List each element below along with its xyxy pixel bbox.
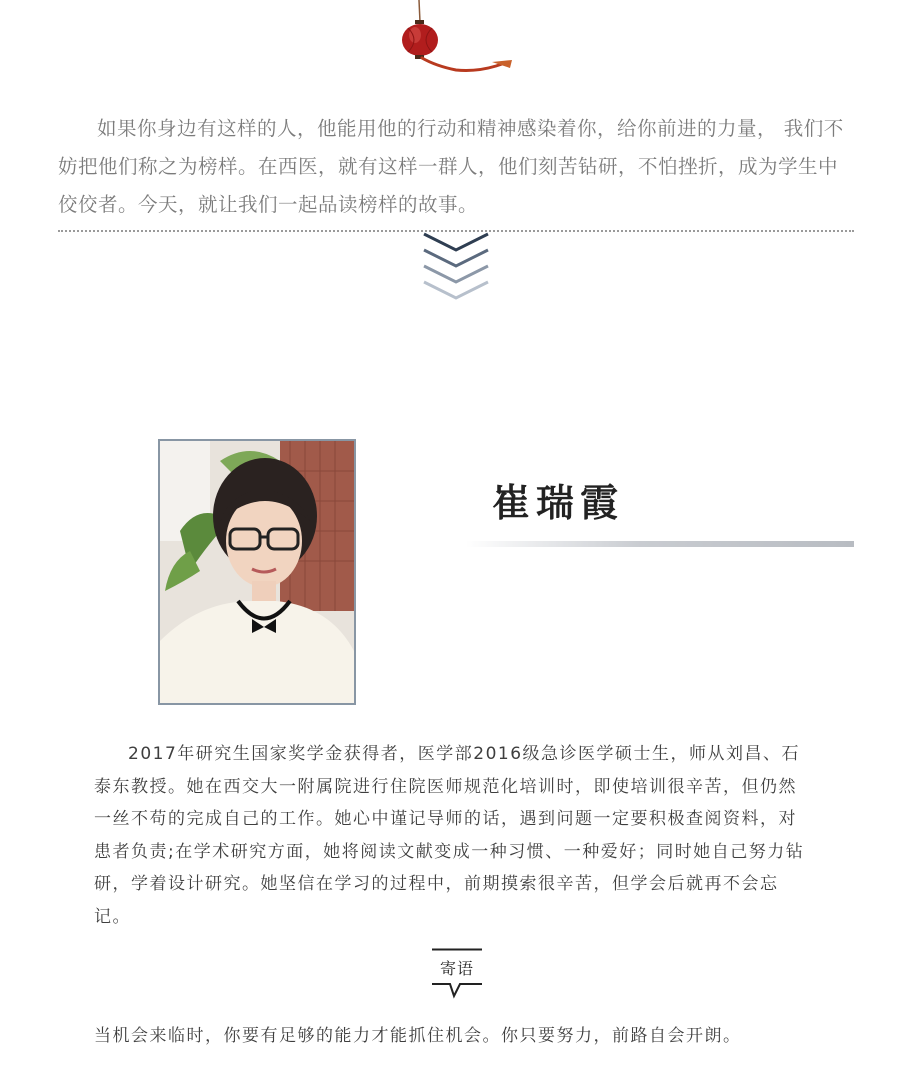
red-lantern-icon: [396, 0, 526, 85]
message-text: 当机会来临时，你要有足够的能力才能抓住机会。你只要努力，前路自会开朗。: [94, 1026, 742, 1046]
message-heading: [430, 948, 484, 1002]
chevron-down-icon: [422, 228, 490, 300]
name-underline-bar: [466, 541, 854, 547]
person-name: 崔瑞霞: [492, 480, 625, 525]
profile-photo: [158, 439, 356, 705]
intro-paragraph: 如果你身边有这样的人，他能用他的行动和精神感染着你，给你前进的力量， 我们不妨把他们称之为榜样。在西医，就有这样一群人，他们刻苦钻研，不怕挫折，成为学生中佼佼者。今天，就让我们一起品读榜样的故事。: [58, 117, 844, 216]
message-label: 寄语: [439, 959, 474, 978]
bio-paragraph: 2017年研究生国家奖学金获得者，医学部2016级急诊医学硕士生，师从刘昌、石泰东教授。她在西交大一附属院进行住院医师规范化培训时，即使培训很辛苦，但仍然一丝不苟的完成自己的工作。她心中谨记导师的话，遇到问题一定要积极查阅资料，对患者负责;在学术研究方面，她将阅读文献变成一种习惯、一种爱好；同时她自己努力钻研，学着设计研究。她坚信在学习的过程中，前期摸索很辛苦，但学会后就再不会忘记。: [94, 744, 805, 927]
